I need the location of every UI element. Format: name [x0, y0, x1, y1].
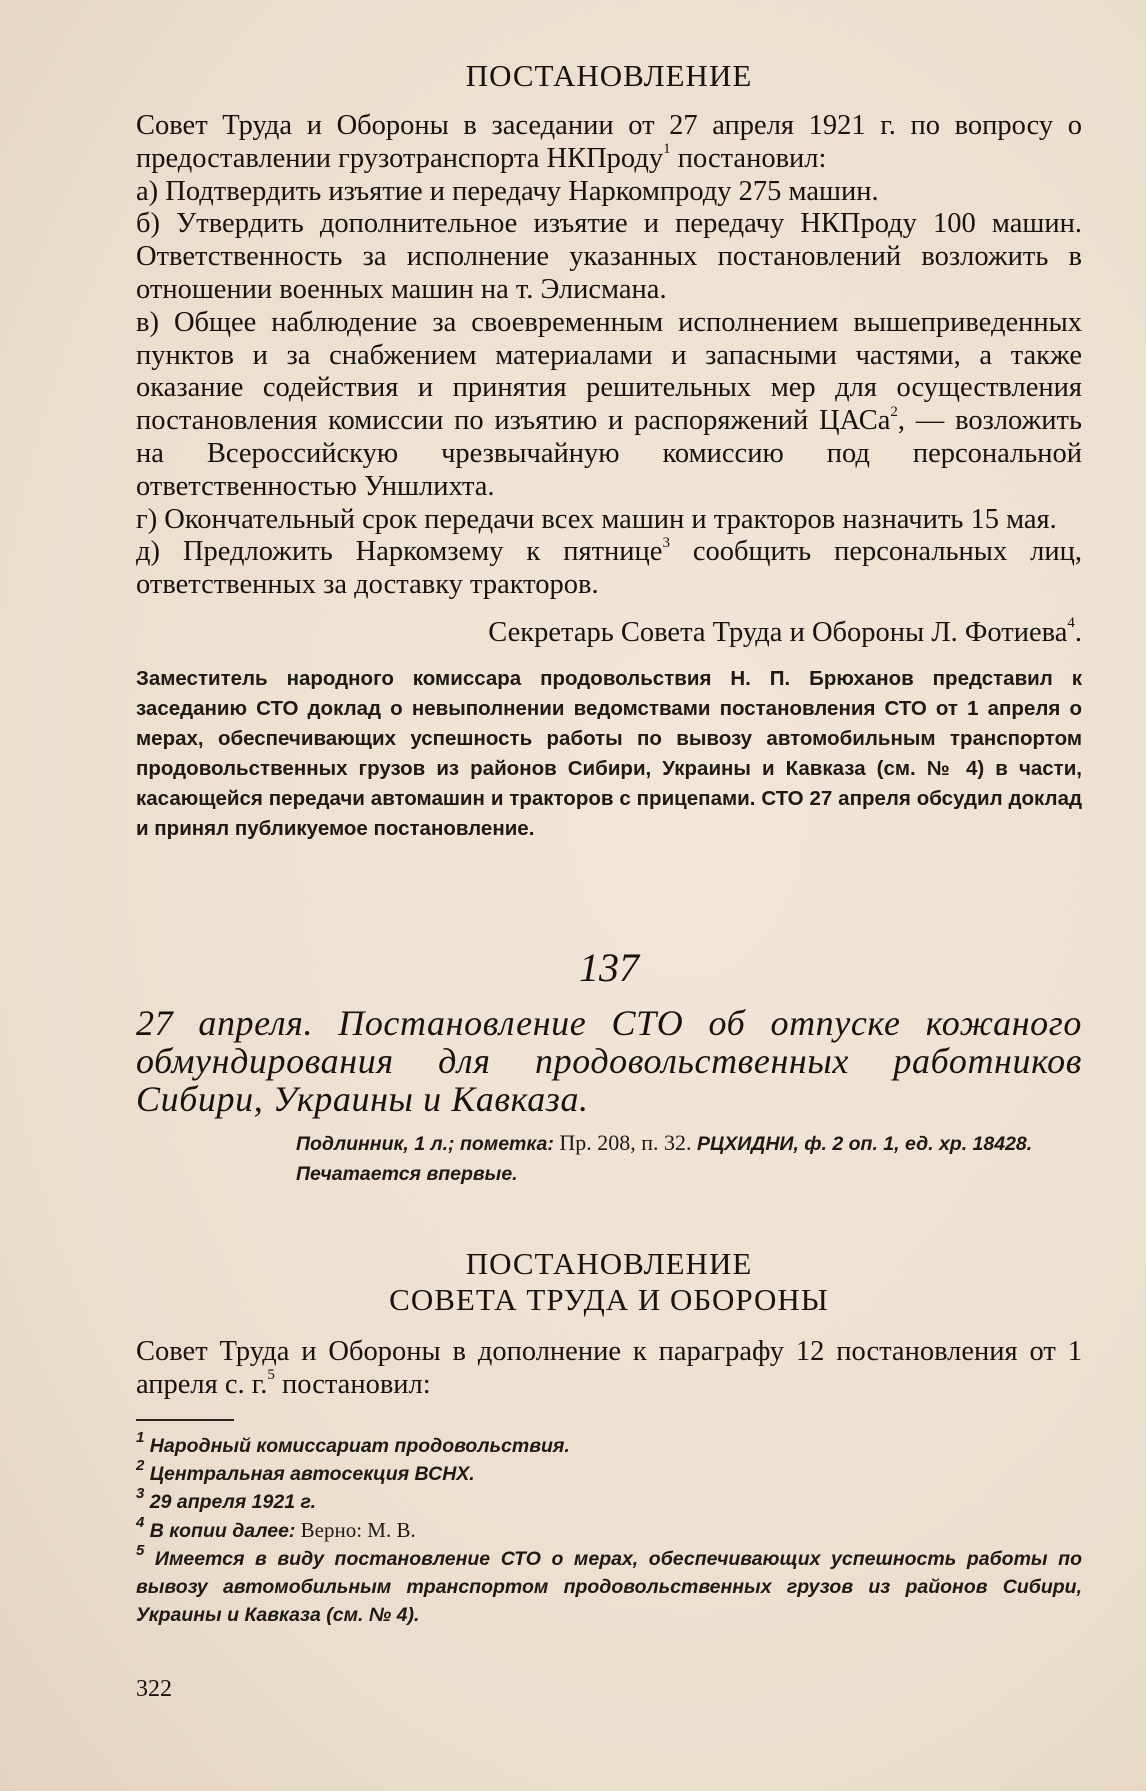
footnote-number: 3	[136, 1484, 145, 1502]
source-original: Подлинник, 1 л.; пометка:	[296, 1133, 554, 1155]
document-number: 137	[579, 945, 639, 990]
source-archive: РЦХИДНИ, ф. 2 оп. 1, ед. хр. 18428.	[697, 1133, 1033, 1155]
footnote-text: Имеется в виду постановление СТО о мерах, обеспечивающих успешность работы по вывозу автомобильным транспортом продовольственных грузов из районов Сибири, Украины и Кавказа (см. № 4).	[136, 1548, 1082, 1626]
signature-end: .	[1074, 616, 1082, 648]
signature-text: Секретарь Совета Труда и Обороны Л. Фотиева	[488, 616, 1068, 648]
intro-paragraph	[136, 110, 1082, 176]
footnotes	[136, 1428, 1082, 1629]
footnote-ref: 1	[663, 141, 671, 158]
section-title-line2: СОВЕТА ТРУДА И ОБОРОНЫ	[389, 1282, 829, 1317]
footnote-ref: 2	[890, 403, 898, 420]
footnote-2	[136, 1456, 1082, 1488]
footnote-ref: 4	[1067, 615, 1075, 632]
archival-source	[136, 1128, 1082, 1159]
footnote-number: 2	[136, 1456, 145, 1474]
intro-text: Совет Труда и Обороны в заседании от 27 апреля 1921 г. по вопросу о предоставлении грузотранспорта НКПроду	[136, 110, 1082, 174]
footnote-ref: 5	[267, 1367, 275, 1384]
footnote-ref: 3	[662, 534, 670, 551]
publication-note: Печатается впервые.	[296, 1163, 518, 1185]
footnote-text: Народный комиссариат продовольствия.	[149, 1435, 570, 1457]
footnote-text: В копии далее:	[149, 1520, 296, 1542]
source-mark: Пр. 208, п. 32.	[553, 1130, 698, 1155]
footnote-separator	[136, 1419, 234, 1421]
editorial-note: Заместитель народного комиссара продовольствия Н. П. Брюханов представил к заседанию СТО доклад о невыполнении ведомствами постановления СТО от 1 апреля о мерах, обеспечивающих успешность работы по вывозу автомобильным транспортом продовольственных грузов из районов Сибири, Украины и Кавказа (см. № 4) в части, касающейся передачи автомашин и тракторов с прицепами. СТО 27 апреля обсудил доклад и принял публикуемое постановление.	[136, 666, 1082, 840]
page-number: 322	[136, 1676, 172, 1702]
item-d-text: д) Предложить Наркомзему к пятнице	[136, 536, 663, 568]
footnote-number: 4	[136, 1513, 145, 1531]
item-v-end: , — возложить на Всероссийскую чрезвычайную комиссию под персональной ответственностью Уншлихта.	[136, 405, 1082, 502]
footnote-plain: Верно: М. В.	[295, 1518, 416, 1542]
item-g: г) Окончательный срок передачи всех машин и тракторов назначить 15 мая.	[136, 503, 1057, 535]
section2-paragraph	[136, 1336, 1082, 1402]
footnote-4	[136, 1513, 1082, 1545]
section2-text: Совет Труда и Обороны в дополнение к параграфу 12 постановления от 1 апреля с. г.	[136, 1336, 1082, 1400]
footnote-text: Центральная автосекция ВСНХ.	[149, 1463, 475, 1485]
document-137	[136, 946, 1082, 1189]
item-v-text: в) Общее наблюдение за своевременным исполнением вышеприведенных пунктов и за снабжением материалами и запасными частями, а также оказание содействия и принятия решительных мер для осуществления постановления комиссии по изъятию и распоряжений ЦАСа	[136, 306, 1082, 437]
item-d-end: сообщить персональных лиц, ответственных за доставку тракторов.	[136, 536, 1083, 601]
footnote-number: 5	[136, 1541, 145, 1559]
footnote-number: 1	[136, 1428, 145, 1446]
document-heading: 27 апреля. Постановление СТО об отпуске кожаного обмундирования для продовольственных работников Сибири, Украины и Кавказа.	[136, 1003, 1082, 1119]
footnote-5	[136, 1541, 1082, 1629]
resolution-section-1	[136, 58, 1082, 844]
item-d	[136, 536, 1082, 602]
intro-end: постановил:	[670, 142, 827, 174]
resolution-section-2	[136, 1246, 1082, 1402]
item-b: б) Утвердить дополнительное изъятие и передачу НКПроду 100 машин. Ответственность за исполнение указанных постановлений возложить в отношении военных машин на т. Элисмана.	[136, 208, 1082, 305]
footnote-text: 29 апреля 1921 г.	[149, 1491, 317, 1513]
footnote-3	[136, 1484, 1082, 1516]
item-a: а) Подтвердить изъятие и передачу Наркомпроду 275 машин.	[136, 175, 879, 207]
footnote-1	[136, 1428, 1082, 1460]
section-title: ПОСТАНОВЛЕНИЕ	[465, 58, 753, 93]
item-v	[136, 307, 1082, 504]
section-title-line1: ПОСТАНОВЛЕНИЕ	[465, 1246, 753, 1281]
signature	[136, 616, 1082, 650]
section2-end: постановил:	[274, 1368, 431, 1400]
